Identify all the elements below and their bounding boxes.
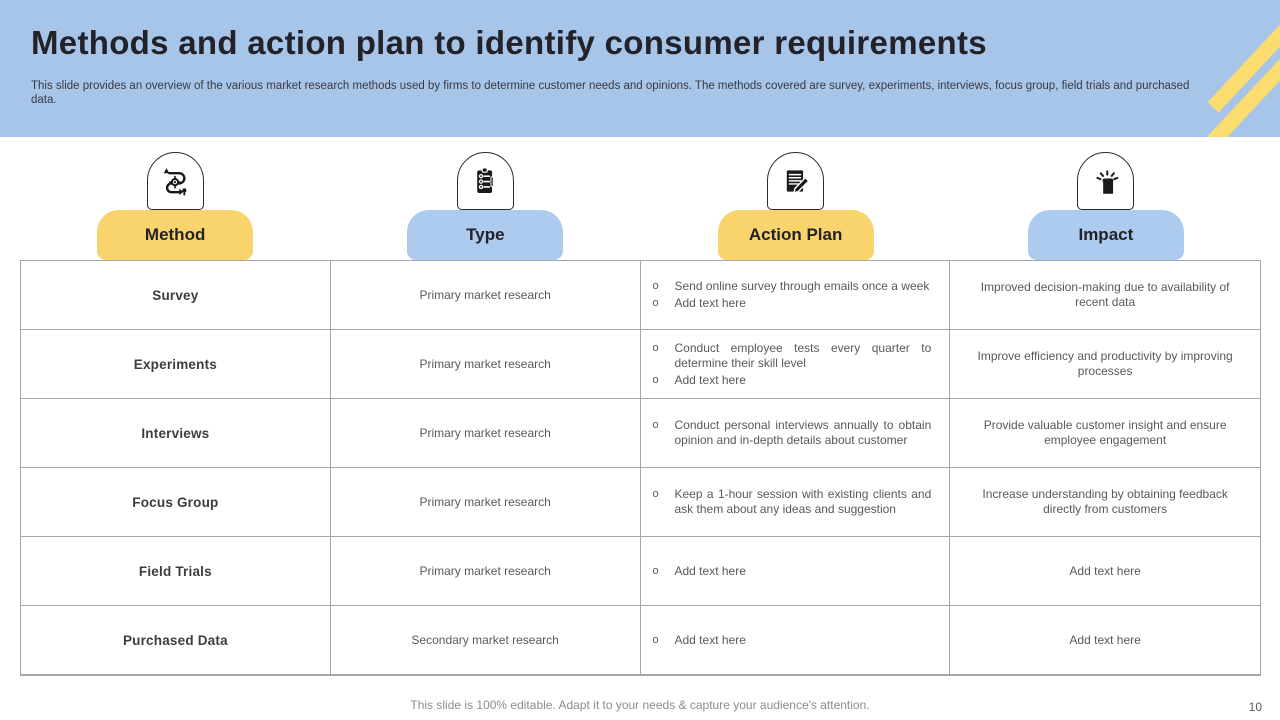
action-plan-cell [641, 261, 951, 330]
bullet-marker: o [652, 280, 659, 292]
column-label: Type [466, 225, 505, 244]
action-plan-cell [641, 606, 951, 675]
bullet-marker: o [652, 373, 659, 386]
column-label: Impact [1078, 225, 1134, 244]
impact-value: Add text here [950, 537, 1260, 606]
impact-value: Increase understanding by obtaining feedback directly from customers [950, 468, 1260, 537]
action-text: Keep a 1-hour session with existing clients and ask them about any ideas and suggestion [674, 487, 932, 516]
impact-value: Improved decision-making due to availability of recent data [950, 261, 1260, 330]
checklist-clipboard-icon [457, 152, 514, 210]
action-bullet [653, 279, 932, 294]
column-headers [20, 152, 1261, 259]
method-name: Focus Group [21, 468, 331, 537]
action-text: Conduct employee tests every quarter to determine their skill level [674, 340, 932, 370]
column-label: Method [144, 225, 206, 244]
action-text: Add text here [674, 563, 746, 578]
action-text: Add text here [674, 632, 746, 647]
pill-type [407, 210, 563, 260]
page-title: Methods and action plan to identify consumer requirements [31, 24, 987, 61]
action-text: Add text here [674, 372, 746, 387]
bullet-marker: o [652, 297, 659, 309]
column-label: Action Plan [748, 225, 843, 244]
bullet-marker: o [652, 633, 659, 646]
method-name: Survey [21, 261, 331, 330]
action-text: Add text here [674, 296, 746, 310]
document-pencil-icon [767, 152, 824, 210]
impact-value: Improve efficiency and productivity by improving processes [950, 330, 1260, 399]
footer-note: This slide is 100% editable. Adapt it to your needs & capture your audience's attention. [410, 698, 870, 712]
bullet-marker: o [652, 341, 659, 354]
type-value: Primary market research [331, 468, 641, 537]
action-plan-cell [641, 399, 951, 468]
impact-value: Add text here [950, 606, 1260, 675]
action-plan-cell [641, 468, 951, 537]
action-bullet [653, 564, 932, 579]
method-name: Field Trials [21, 537, 331, 606]
type-value: Primary market research [331, 261, 641, 330]
column-head-action-plan [641, 152, 951, 259]
pill-impact [1028, 210, 1184, 260]
action-bullet [653, 373, 932, 388]
type-value: Secondary market research [331, 606, 641, 675]
action-bullet [653, 633, 932, 648]
bullet-marker: o [652, 488, 659, 500]
page-subtitle: This slide provides an overview of the various market research methods used by firms to determine customer needs and opinions. The methods covered are survey, experiments, interviews, focus group, field trials and purchased data. [31, 80, 1190, 106]
type-value: Primary market research [331, 330, 641, 399]
action-bullet [653, 487, 932, 517]
impact-value: Provide valuable customer insight and ensure employee engagement [950, 399, 1260, 468]
column-head-method [20, 152, 330, 259]
bullet-marker: o [652, 419, 659, 431]
pill-method [97, 210, 253, 260]
method-name: Interviews [21, 399, 331, 468]
page-number: 10 [1248, 700, 1262, 714]
methods-table [20, 260, 1261, 676]
action-bullet [653, 296, 932, 311]
action-plan-cell [641, 537, 951, 606]
iteration-gear-icon [147, 152, 204, 210]
column-head-impact [951, 152, 1261, 259]
method-name: Purchased Data [21, 606, 331, 675]
slide-header [0, 0, 1280, 137]
method-name: Experiments [21, 330, 331, 399]
type-value: Primary market research [331, 537, 641, 606]
action-plan-cell [641, 330, 951, 399]
pill-action-plan [718, 210, 874, 260]
action-bullet [653, 341, 932, 371]
action-text: Conduct personal interviews annually to obtain opinion and in-depth details about customer [674, 418, 932, 447]
column-head-type [330, 152, 640, 259]
action-text: Send online survey through emails once a week [674, 279, 930, 293]
bullet-marker: o [652, 564, 659, 577]
type-value: Primary market research [331, 399, 641, 468]
action-bullet [653, 418, 932, 448]
impact-fist-icon [1077, 152, 1134, 210]
